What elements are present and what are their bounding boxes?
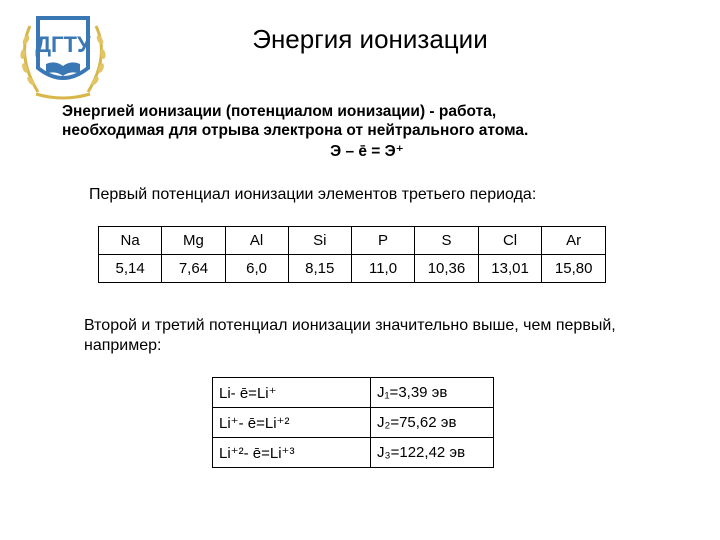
reaction-cell: Li⁺- ē=Li⁺² bbox=[213, 408, 371, 438]
energy-cell: J₁=3,39 эв bbox=[371, 378, 494, 408]
definition-text bbox=[62, 102, 682, 140]
element-cell: Si bbox=[288, 227, 351, 255]
value-cell: 10,36 bbox=[415, 255, 479, 283]
value-cell: 15,80 bbox=[542, 255, 606, 283]
second-third-caption: Второй и третий потенциал ионизации значительно выше, чем первый, например: bbox=[84, 317, 616, 354]
lithium-ionization-table bbox=[212, 377, 494, 468]
energy-cell: J₃=122,42 эв bbox=[371, 438, 494, 468]
svg-text:ДГТУ: ДГТУ bbox=[35, 32, 91, 57]
table-row bbox=[213, 378, 494, 408]
table-row bbox=[99, 255, 606, 283]
definition-line-1: Энергией ионизации (потенциалом ионизации) - работа, bbox=[62, 103, 497, 120]
element-cell: P bbox=[351, 227, 414, 255]
element-cell: S bbox=[415, 227, 479, 255]
table-row bbox=[213, 438, 494, 468]
value-cell: 5,14 bbox=[99, 255, 162, 283]
first-potential-table bbox=[98, 226, 606, 283]
page-title: Энергия ионизации bbox=[252, 24, 488, 54]
element-cell: Mg bbox=[162, 227, 225, 255]
value-cell: 7,64 bbox=[162, 255, 225, 283]
value-cell: 8,15 bbox=[288, 255, 351, 283]
value-cell: 11,0 bbox=[351, 255, 414, 283]
element-cell: Cl bbox=[478, 227, 542, 255]
logo-emblem-icon bbox=[8, 6, 118, 106]
reaction-cell: Li- ē=Li⁺ bbox=[213, 378, 371, 408]
table-row bbox=[99, 227, 606, 255]
value-cell: 13,01 bbox=[478, 255, 542, 283]
element-cell: Ar bbox=[542, 227, 606, 255]
element-cell: Al bbox=[225, 227, 288, 255]
value-cell: 6,0 bbox=[225, 255, 288, 283]
reaction-cell: Li⁺²- ē=Li⁺³ bbox=[213, 438, 371, 468]
university-logo bbox=[8, 6, 118, 106]
energy-cell: J₂=75,62 эв bbox=[371, 408, 494, 438]
element-cell: Na bbox=[99, 227, 162, 255]
definition-line-2: необходимая для отрыва электрона от нейтрального атома. bbox=[62, 122, 529, 139]
first-potential-caption: Первый потенциал ионизации элементов третьего периода: bbox=[89, 186, 537, 203]
table-row bbox=[213, 408, 494, 438]
formula-text: Э – ē = Э⁺ bbox=[330, 143, 404, 160]
ionization-formula bbox=[0, 142, 720, 161]
